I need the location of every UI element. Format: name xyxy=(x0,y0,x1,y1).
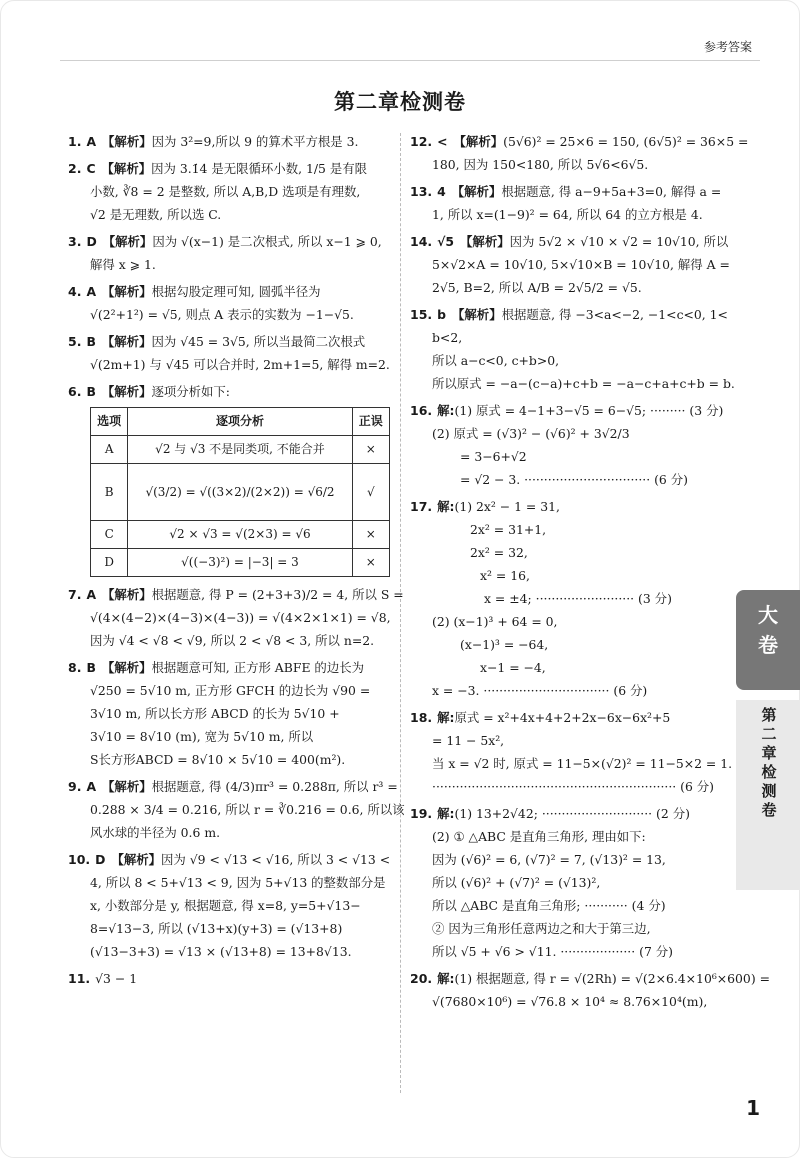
table-cell: C xyxy=(91,521,128,549)
side-tab-label: 大 卷 xyxy=(736,590,800,690)
table-header-row xyxy=(91,408,390,436)
question-2: 2. C 【解析】因为 3.1̇4̇ 是无限循环小数, 1/5 是有限 小数, ∛8 = 2 是整数, 所以 A,B,D 选项是有理数, √2 是无理数, 所以选 C. xyxy=(68,161,368,222)
table-cell: × xyxy=(352,436,389,464)
table-cell: √(3/2) = √((3×2)/(2×2)) = √6/2 xyxy=(128,464,352,521)
table-cell: √2 × √3 = √(2×3) = √6 xyxy=(128,521,352,549)
question-6: 6. B 【解析】逐项分析如下: 选项 逐项分析 正误 A √2 与 √3 不是同类项, 不能合并 × B √(3/2) = √((3×2)/(2×2)) = √6/2 √ C √2 × √3 = √(2×3) = √6 × D √((−3)²) = |−3| = 3 × xyxy=(68,380,390,577)
question-15: 15. b 【解析】根据题意, 得 −3<a<−2, −1<c<0, 1< b<2, 所以 a−c<0, c+b>0, 所以原式 = −a−(c−a)+c+b = −a−c+a+c+b = b. xyxy=(410,307,735,391)
table-cell: × xyxy=(352,521,389,549)
table-cell: D xyxy=(91,549,128,577)
question-3: 3. D 【解析】因为 √(x−1) 是二次根式, 所以 x−1 ⩾ 0, 解得 x ⩾ 1. xyxy=(68,234,382,272)
table-cell: √2 与 √3 不是同类项, 不能合并 xyxy=(128,436,352,464)
table-cell: B xyxy=(91,464,128,521)
question-16: 16. 解:(1) 原式 = 4−1+3−√5 = 6−√5; ········· (3 分) (2) 原式 = (√3)² − (√6)² + 3√2/3 = 3−6+√2 = √2 − 3. ································ (6 分) xyxy=(410,403,724,487)
table-cell: √((−3)²) = |−3| = 3 xyxy=(128,549,352,577)
question-8: 8. B 【解析】根据题意可知, 正方形 ABFE 的边长为 √250 = 5√10 m, 正方形 GFCH 的边长为 √90 = 3√10 m, 所以长方形 ABCD 的长为 5√10 + 3√10 = 8√10 (m), 宽为 5√10 m, 所以 S长方形ABCD = 8√10 × 5√10 = 400(m²). xyxy=(68,660,371,767)
question-7: 7. A 【解析】根据题意, 得 P = (2+3+3)/2 = 4, 所以 S = √(4×(4−2)×(4−3)×(4−3)) = √(4×2×1×1) = √8, 因为 √4 < √8 < √9, 所以 2 < √8 < 3, 所以 n=2. xyxy=(68,587,404,648)
table-row xyxy=(91,464,390,521)
table-header: 选项 xyxy=(91,408,128,436)
question-12: 12. < 【解析】(5√6)² = 25×6 = 150, (6√5)² = 36×5 = 180, 因为 150<180, 所以 5√6<6√5. xyxy=(410,134,749,172)
question-9: 9. A 【解析】根据题意, 得 (4/3)πr³ = 0.288π, 所以 r³ = 0.288 × 3/4 = 0.216, 所以 r = ∛0.216 = 0.6, 所以该 风水球的半径为 0.6 m. xyxy=(68,779,405,840)
table-cell: × xyxy=(352,549,389,577)
table-cell: A xyxy=(91,436,128,464)
table-row xyxy=(91,549,390,577)
question-10: 10. D 【解析】因为 √9 < √13 < √16, 所以 3 < √13 < 4, 所以 8 < 5+√13 < 9, 因为 5+√13 的整数部分是 x, 小数部分是 y, 根据题意, 得 x=8, y=5+√13− 8=√13−3, 所以 (√13+x)(y+3) = (√13+8) (√13−3+3) = √13 × (√13+8) = 13+8√13. xyxy=(68,852,391,959)
question-13: 13. 4 【解析】根据题意, 得 a−9+5a+3=0, 解得 a = 1, 所以 x=(1−9)² = 64, 所以 64 的立方根是 4. xyxy=(410,184,722,222)
page-number: 1 xyxy=(746,1096,760,1120)
header-reference: 参考答案 xyxy=(703,40,752,54)
question-19: 19. 解:(1) 13+2√42; ···························· (2 分) (2) ① △ABC 是直角三角形, 理由如下: 因为 (√6)² = 6, (√7)² = 7, (√13)² = 13, 所以 (√6)² + (√7)² = (√13)², 所以 △ABC 是直角三角形; ··········· (4 分) ② 因为三角形任意两边之和大于第三边, 所以 √5 + √6 > √11. ··················· (7 分) xyxy=(410,806,690,959)
question-5: 5. B 【解析】因为 √45 = 3√5, 所以当最简二次根式 √(2m+1) 与 √45 可以合并时, 2m+1=5, 解得 m=2. xyxy=(68,334,390,372)
question-4: 4. A 【解析】根据勾股定理可知, 圆弧半径为 √(2²+1²) = √5, 则点 A 表示的实数为 −1−√5. xyxy=(68,284,354,322)
question-18: 18. 解:原式 = x²+4x+4+2+2x−6x−6x²+5 = 11 − 5x², 当 x = √2 时, 原式 = 11−5×(√2)² = 11−5×2 = 1. ······························································ (6 分) xyxy=(410,710,733,794)
analysis-table xyxy=(90,407,390,577)
table-header: 逐项分析 xyxy=(128,408,352,436)
question-14: 14. √5 【解析】因为 5√2 × √10 × √2 = 10√10, 所以 5×√2×A = 10√10, 5×√10×B = 10√10, 解得 A = 2√5, B=2, 所以 A/B = 2√5/2 = √5. xyxy=(410,234,730,295)
column-divider xyxy=(400,133,401,1093)
left-column xyxy=(68,130,405,994)
header-divider xyxy=(60,60,760,61)
side-tab-chapter: 第 二 章 检 测 卷 xyxy=(761,706,777,819)
table-cell: √ xyxy=(352,464,389,521)
table-row xyxy=(91,436,390,464)
question-20: 20. 解:(1) 根据题意, 得 r = √(2Rh) = √(2×6.4×10⁶×600) = √(7680×10⁶) = √76.8 × 10⁴ ≈ 8.76×10⁴(m), xyxy=(410,971,770,1009)
page-title: 第二章检测卷 xyxy=(334,90,466,114)
question-17: 17. 解:(1) 2x² − 1 = 31, 2x² = 31+1, 2x² = 32, x² = 16, x = ±4; ························· (3 分) (2) (x−1)³ + 64 = 0, (x−1)³ = −64, x−1 = −4, x = −3. ································ (6 分) xyxy=(410,499,672,698)
table-header: 正误 xyxy=(352,408,389,436)
question-11: 11. √3 − 1 xyxy=(68,971,138,986)
table-row xyxy=(91,521,390,549)
question-1: 1. A 【解析】因为 3²=9,所以 9 的算术平方根是 3. xyxy=(68,134,359,149)
